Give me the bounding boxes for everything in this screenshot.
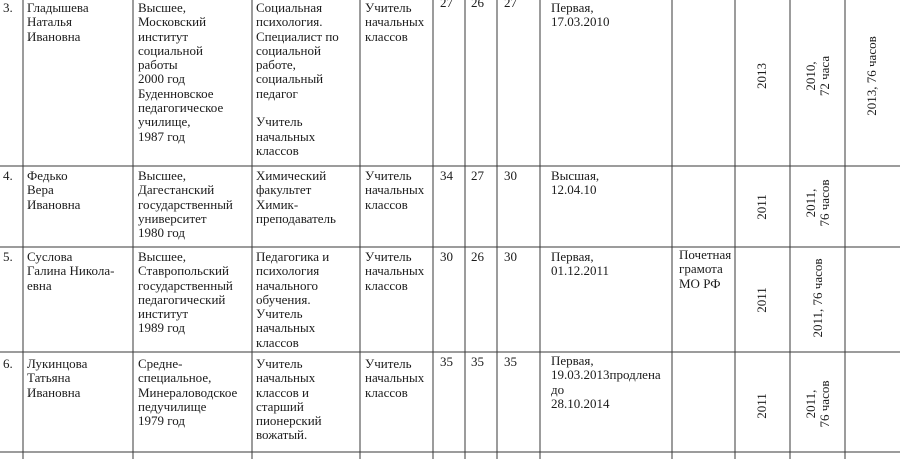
qualification-category: Первая, 19.03.2013продлена до 28.10.2014 xyxy=(551,354,661,411)
course-previous: 2011, 76 часов xyxy=(803,380,832,428)
total-experience: 27 xyxy=(440,0,453,10)
course-year: 2011 xyxy=(754,393,769,419)
school-experience: 30 xyxy=(504,169,517,183)
total-experience: 30 xyxy=(440,250,453,264)
teacher-name: Суслова Галина Никола- евна xyxy=(27,250,115,293)
total-experience: 35 xyxy=(440,355,453,369)
teaching-experience: 35 xyxy=(471,355,484,369)
award: Почетная грамота МО РФ xyxy=(679,248,732,291)
specialty: Социальная психология. Специалист по социальной работе, социальный педагог Учитель начальных классов xyxy=(256,1,339,158)
course-previous: 2010, 72 часа xyxy=(803,55,832,97)
education: Средне- специальное, Минераловодское педучилище 1979 год xyxy=(138,357,238,429)
teacher-name: Федько Вера Ивановна xyxy=(27,169,81,212)
course-year: 2011 xyxy=(754,287,769,313)
teacher-name: Гладышева Наталья Ивановна xyxy=(27,1,89,44)
course-previous: 2011, 76 часов xyxy=(803,179,832,227)
course-latest: 2013, 76 часов xyxy=(864,36,879,116)
row-number: 5. xyxy=(3,250,13,264)
specialty: Педагогика и психология начального обучения. Учитель начальных классов xyxy=(256,250,330,350)
education: Высшее, Московский институт социальной работы 2000 год Буденновское педагогическое училище, 1987 год xyxy=(138,1,224,144)
teaching-experience: 26 xyxy=(471,250,484,264)
specialty: Учитель начальных классов и старший пионерский вожатый. xyxy=(256,357,322,443)
specialty: Химический факультет Химик- преподаватель xyxy=(256,169,336,226)
qualification-category: Первая, 01.12.2011 xyxy=(551,250,610,279)
position: Учитель начальных классов xyxy=(365,357,425,400)
row-number: 6. xyxy=(3,357,13,371)
teaching-experience: 26 xyxy=(471,0,484,10)
qualification-category: Первая, 17.03.2010 xyxy=(551,1,610,30)
teaching-experience: 27 xyxy=(471,169,484,183)
position: Учитель начальных классов xyxy=(365,250,425,293)
school-experience: 30 xyxy=(504,250,517,264)
school-experience: 27 xyxy=(504,0,517,10)
education: Высшее, Ставропольский государственный педагогический институт 1989 год xyxy=(138,250,233,336)
course-year: 2013 xyxy=(754,63,769,89)
qualification-category: Высшая, 12.04.10 xyxy=(551,169,600,198)
row-number: 3. xyxy=(3,1,13,15)
school-experience: 35 xyxy=(504,355,517,369)
course-previous: 2011, 76 часов xyxy=(810,258,825,338)
position: Учитель начальных классов xyxy=(365,1,425,44)
position: Учитель начальных классов xyxy=(365,169,425,212)
education: Высшее, Дагестанский государственный университет 1980 год xyxy=(138,169,233,241)
teacher-name: Лукинцова Татьяна Ивановна xyxy=(27,357,88,400)
total-experience: 34 xyxy=(440,169,453,183)
row-number: 4. xyxy=(3,169,13,183)
course-year: 2011 xyxy=(754,194,769,220)
